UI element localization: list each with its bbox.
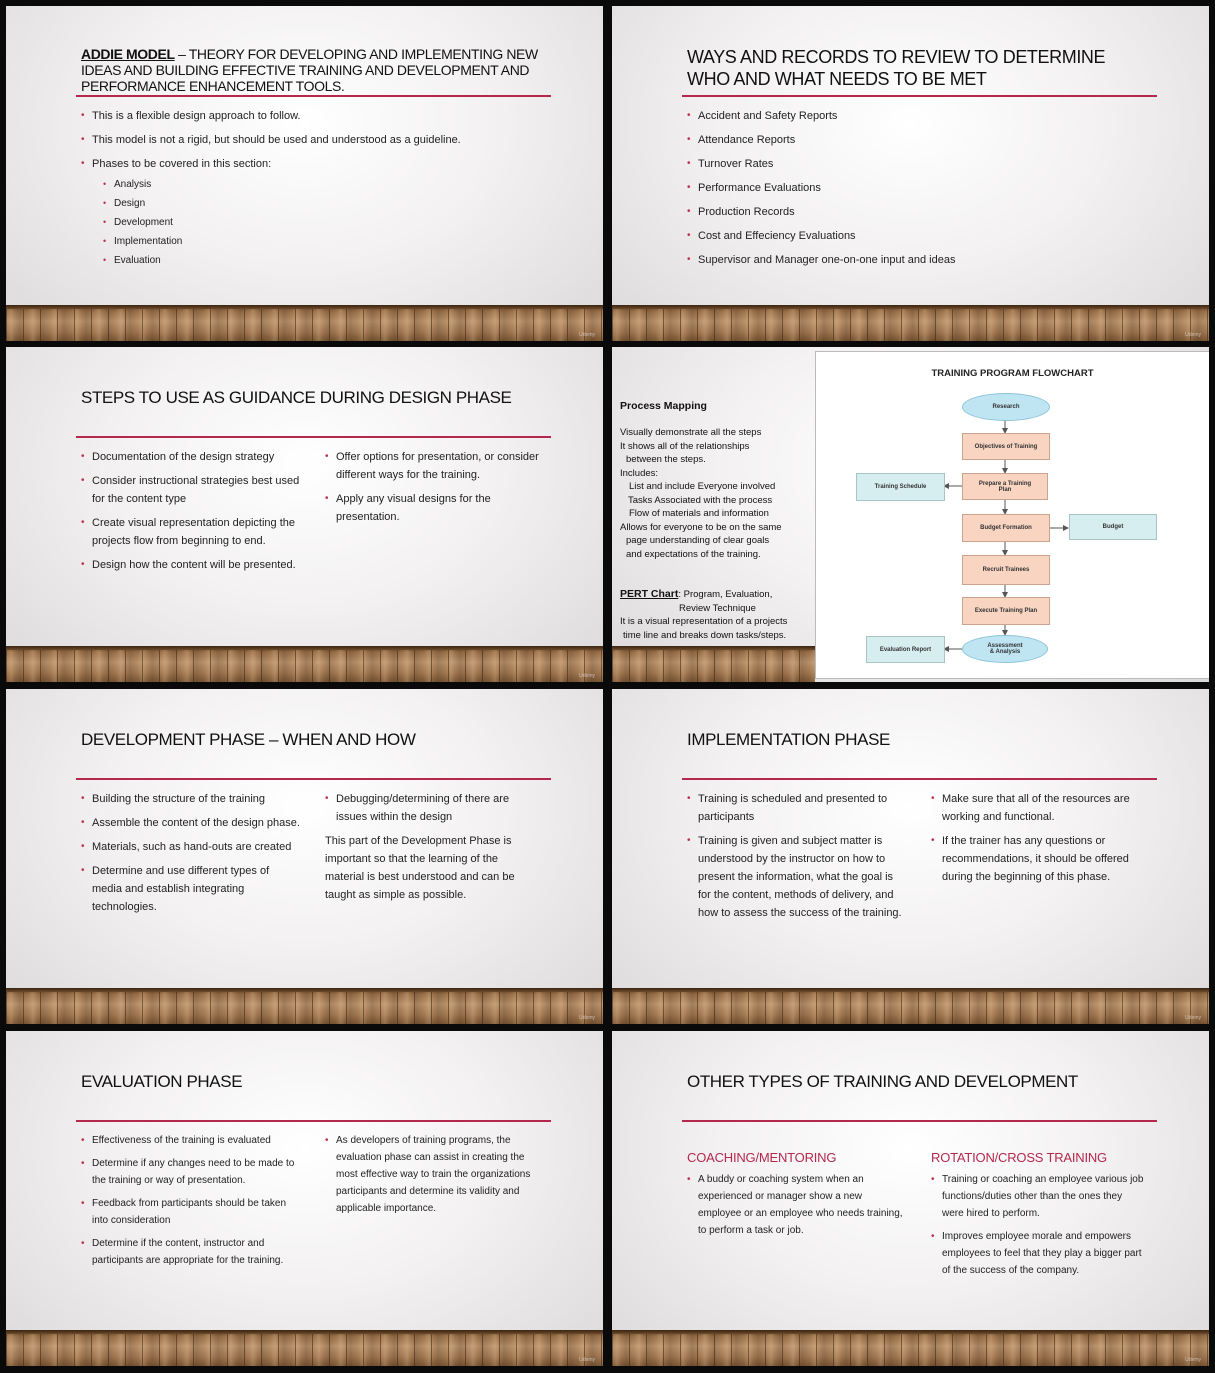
title-rule: [76, 1120, 551, 1122]
wood-floor: [612, 646, 815, 682]
title-rule: [76, 95, 551, 97]
list-item: • Training is given and subject matter is understood by the instructor on how to present the information, what the goal is for the content, methods of delivery, and how to assess the success of the training.: [687, 832, 907, 922]
list-item: • Effectiveness of the training is evaluated: [81, 1132, 301, 1149]
list-item: • Assemble the content of the design phase.: [81, 814, 301, 832]
rotation-column: [931, 1150, 1146, 1285]
rotation-heading: ROTATION/CROSS TRAINING: [931, 1150, 1107, 1165]
wood-floor: [6, 646, 603, 682]
wood-floor: [6, 1330, 603, 1366]
right-column: [325, 790, 540, 904]
right-bullet-list: [325, 448, 540, 532]
coaching-heading: COACHING/MENTORING: [687, 1150, 837, 1165]
list-item: • Design: [103, 196, 303, 211]
list-item: • Analysis: [103, 177, 303, 192]
title-rule: [682, 778, 1157, 780]
slide-title: ADDIE MODEL – THEORY FOR DEVELOPING AND IMPLEMENTING NEW IDEAS AND BUILDING EFFECTIVE TRAINING AND DEVELOPMENT AND PERFORMANCE ENHANCEMENT TOOLS.: [81, 46, 538, 95]
phase-list: [103, 177, 303, 272]
title-rule: [682, 95, 1157, 97]
list-item: • Production Records: [687, 203, 1157, 221]
slide-title: EVALUATION PHASE: [81, 1072, 243, 1091]
list-item: • Apply any visual designs for the presentation.: [325, 490, 540, 526]
left-bullet-list: [81, 790, 301, 922]
process-mapping-heading: Process Mapping: [620, 400, 707, 412]
list-item: • Determine and use different types of media and establish integrating technologies.: [81, 862, 301, 916]
node-execute-plan: Execute Training Plan: [962, 597, 1050, 625]
list-item: • This is a flexible design approach to follow.: [81, 107, 561, 125]
node-recruit-trainees: Recruit Trainees: [962, 555, 1050, 585]
list-item: • Phases to be covered in this section:: [81, 155, 561, 173]
list-item: • This model is not a rigid, but should be used and understood as a guideline.: [81, 131, 561, 149]
slide-title: OTHER TYPES OF TRAINING AND DEVELOPMENT: [687, 1072, 1078, 1091]
watermark: Udemy: [1185, 332, 1201, 338]
title-rule: [76, 436, 551, 438]
wood-floor: [612, 305, 1209, 341]
slide-title: IMPLEMENTATION PHASE: [687, 730, 890, 749]
left-bullet-list: [687, 790, 907, 928]
wood-floor: [6, 988, 603, 1024]
right-bullet-list: [325, 790, 540, 826]
pert-chart-text: PERT Chart: Program, Evaluation, Review Technique It is a visual representation of a projects time line and breaks down tasks/steps.: [620, 588, 788, 641]
bullet-list: [81, 107, 561, 179]
bullet-list: [687, 107, 1157, 275]
title-rule: [682, 1120, 1157, 1122]
list-item: • Supervisor and Manager one-on-one input and ideas: [687, 251, 1157, 269]
watermark: Udemy: [579, 332, 595, 338]
slide-title: DEVELOPMENT PHASE – WHEN AND HOW: [81, 730, 416, 749]
left-bullet-list: [81, 448, 301, 580]
watermark: Udemy: [579, 1015, 595, 1021]
node-research: Research: [962, 393, 1050, 421]
slide-design-phase-steps: [6, 347, 603, 682]
list-item: • Offer options for presentation, or consider different ways for the training.: [325, 448, 540, 484]
list-item: • Training or coaching an employee various job functions/duties other than the ones they were hired to perform.: [931, 1171, 1146, 1222]
watermark: Udemy: [1185, 1015, 1201, 1021]
list-item: • Debugging/determining of there are issues within the design: [325, 790, 540, 826]
slide-development-phase: [6, 689, 603, 1024]
list-item: • A buddy or coaching system when an experienced or manager show a new employee or an employee who needs training, to perform a task or job.: [687, 1171, 907, 1239]
list-item: • Create visual representation depicting the projects flow from beginning to end.: [81, 514, 301, 550]
list-item: • Performance Evaluations: [687, 179, 1157, 197]
slide-evaluation-phase: [6, 1031, 603, 1366]
wood-floor: [612, 1330, 1209, 1366]
list-item: • Determine if any changes need to be made to the training or way of presentation.: [81, 1155, 301, 1189]
process-mapping-text: Visually demonstrate all the steps It shows all of the relationships between the steps. Includes: List and include Everyone involved Tasks Associated with the process Flow of materials and information Allows for everyone to be on the same page understanding of clear goals and expectations of the training.: [620, 427, 782, 560]
list-item: • Determine if the content, instructor and participants are appropriate for the training.: [81, 1235, 301, 1269]
list-item: • Materials, such as hand-outs are created: [81, 838, 301, 856]
watermark: Udemy: [1185, 1357, 1201, 1363]
list-item: • Building the structure of the training: [81, 790, 301, 808]
list-item: • Design how the content will be presented.: [81, 556, 301, 574]
list-item: • Consider instructional strategies best used for the content type: [81, 472, 301, 508]
list-item: • Documentation of the design strategy: [81, 448, 301, 466]
wood-floor: [612, 988, 1209, 1024]
list-item: • If the trainer has any questions or recommendations, it should be offered during the beginning of this phase.: [931, 832, 1146, 886]
list-item: • Implementation: [103, 234, 303, 249]
node-prepare-plan: Prepare a Training Plan: [962, 473, 1048, 500]
list-item: • Development: [103, 215, 303, 230]
list-item: • Feedback from participants should be taken into consideration: [81, 1195, 301, 1229]
list-item: • Turnover Rates: [687, 155, 1157, 173]
node-objectives: Objectives of Training: [962, 433, 1050, 460]
list-item: • Attendance Reports: [687, 131, 1157, 149]
title-rule: [76, 778, 551, 780]
slide-implementation-phase: [612, 689, 1209, 1024]
list-item: • Accident and Safety Reports: [687, 107, 1157, 125]
development-note: This part of the Development Phase is important so that the learning of the material is best understood and can be taught as simple as possible.: [325, 835, 515, 901]
slide-process-mapping: [612, 347, 1209, 682]
slide-title: STEPS TO USE AS GUIDANCE DURING DESIGN PHASE: [81, 388, 512, 407]
list-item: • As developers of training programs, the evaluation phase can assist in creating the most effective way to train the organizations participants and determine its validity and applicable importance.: [325, 1132, 540, 1217]
coaching-column: [687, 1150, 907, 1245]
node-evaluation-report: Evaluation Report: [866, 636, 945, 663]
list-item: • Cost and Effeciency Evaluations: [687, 227, 1157, 245]
node-training-schedule: Training Schedule: [856, 473, 945, 501]
flowchart-title: TRAINING PROGRAM FLOWCHART: [931, 368, 1094, 379]
slide-other-training-types: [612, 1031, 1209, 1366]
right-bullet-list: [325, 1132, 540, 1223]
node-budget-formation: Budget Formation: [962, 514, 1050, 542]
rotation-list: [931, 1171, 1146, 1279]
list-item: • Evaluation: [103, 253, 303, 268]
training-program-flowchart: [815, 351, 1209, 679]
left-bullet-list: [81, 1132, 301, 1275]
list-item: • Make sure that all of the resources are working and functional.: [931, 790, 1146, 826]
slide-addie-model: [6, 6, 603, 341]
node-assessment: Assessment & Analysis: [962, 635, 1048, 663]
right-bullet-list: [931, 790, 1146, 892]
wood-floor: [6, 305, 603, 341]
list-item: • Improves employee morale and empowers employees to feel that they play a bigger part of the success of the company.: [931, 1228, 1146, 1279]
slide-title: WAYS AND RECORDS TO REVIEW TO DETERMINE WHO AND WHAT NEEDS TO BE MET: [687, 47, 1106, 89]
slide-ways-and-records: [612, 6, 1209, 341]
coaching-list: [687, 1171, 907, 1239]
list-item: • Training is scheduled and presented to participants: [687, 790, 907, 826]
watermark: Udemy: [579, 1357, 595, 1363]
watermark: Udemy: [579, 673, 595, 679]
node-budget: Budget: [1069, 514, 1157, 540]
